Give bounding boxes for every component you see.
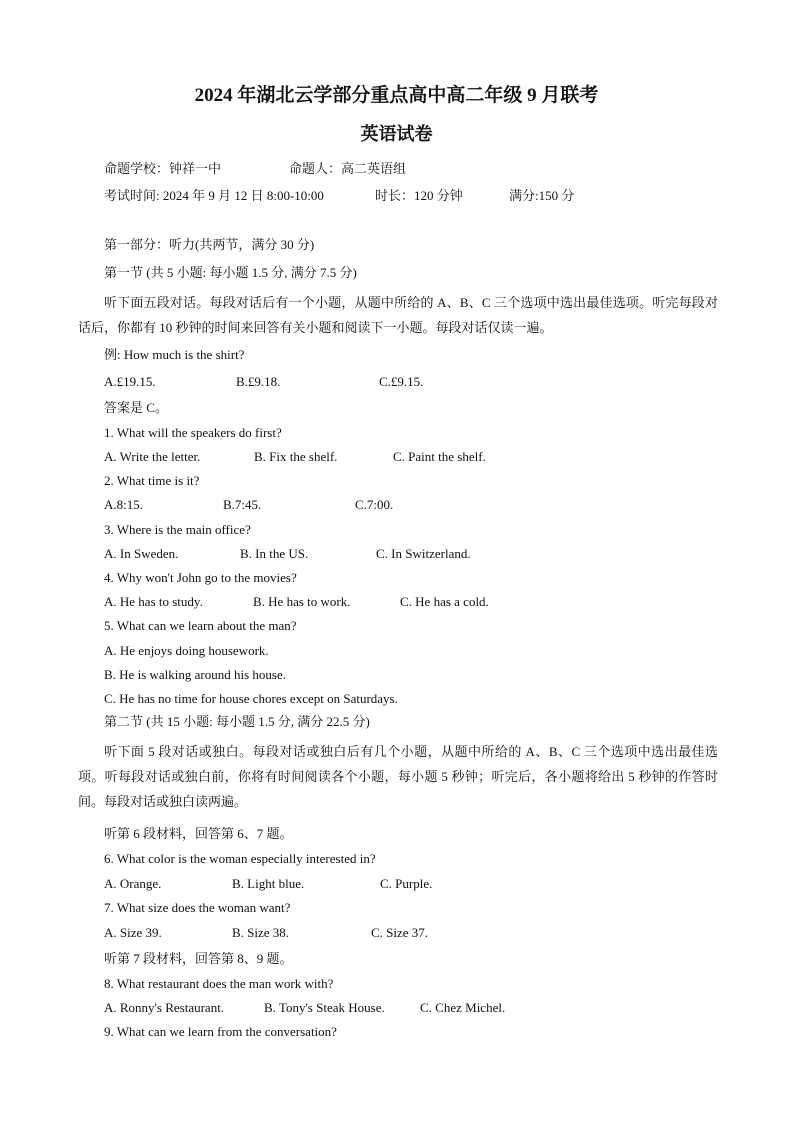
question-8-option-a: A. Ronny's Restaurant. [104,1000,225,1015]
question-4: 4. Why won't John go to the movies? [104,570,297,585]
question-1-option-a: A. Write the letter. [104,449,201,464]
material-6-heading: 听第 6 段材料，回答第 6、7 题。 [104,826,293,841]
question-6-option-b: B. Light blue. [232,876,305,891]
question-9: 9. What can we learn from the conversation? [104,1024,337,1039]
section2-heading: 第二节 (共 15 小题: 每小题 1.5 分, 满分 22.5 分) [104,714,370,729]
material-7-heading: 听第 7 段材料，回答第 8、9 题。 [104,951,293,966]
question-7: 7. What size does the woman want? [104,900,291,915]
example-option-a: A.£19.15. [104,374,156,389]
info-school: 命题学校：钟祥一中 [104,161,222,176]
question-4-option-c: C. He has a cold. [400,594,489,609]
info-time: 考试时间: 2024 年 9 月 12 日 8:00-10:00 [104,188,324,203]
example-option-b: B.£9.18. [236,374,281,389]
section1-heading: 第一节 (共 5 小题: 每小题 1.5 分, 满分 7.5 分) [104,265,357,280]
info-author: 命题人：高二英语组 [289,161,407,176]
section2-instructions: 听下面 5 段对话或独白。每段对话或独白后有几个小题，从题中所给的 A、B、C 三个选项中选出最佳选项。听每段对话或独白前，你将有时间阅读各个小题，每小题 5 秒钟；听完后，各小题将给出 5 秒钟的作答时间。每段对话或独白读两遍。 [78,744,718,809]
question-7-option-a: A. Size 39. [104,925,162,940]
question-8-option-c: C. Chez Michel. [420,1000,506,1015]
question-4-option-a: A. He has to study. [104,594,203,609]
question-5-option-a: A. He enjoys doing housework. [104,643,269,658]
question-2: 2. What time is it? [104,473,200,488]
question-3-option-c: C. In Switzerland. [376,546,471,561]
question-5-option-b: B. He is walking around his house. [104,667,286,682]
section1-instructions: 听下面五段对话。每段对话后有一个小题，从题中所给的 A、B、C 三个选项中选出最佳选项。听完每段对话后，你都有 10 秒钟的时间来回答有关小题和阅读下一小题。每段对话仅读一遍。 [78,295,718,335]
question-8: 8. What restaurant does the man work with? [104,976,334,991]
question-8-option-b: B. Tony's Steak House. [264,1000,385,1015]
question-6-option-c: C. Purple. [380,876,433,891]
question-6-option-a: A. Orange. [104,876,162,891]
question-1-option-c: C. Paint the shelf. [393,449,486,464]
question-5: 5. What can we learn about the man? [104,618,297,633]
question-3: 3. Where is the main office? [104,522,251,537]
example-option-c: C.£9.15. [379,374,424,389]
question-2-option-b: B.7:45. [223,497,262,512]
question-1-option-b: B. Fix the shelf. [254,449,338,464]
question-5-option-c: C. He has no time for house chores except on Saturdays. [104,691,398,706]
example-question: 例: How much is the shirt? [104,347,245,362]
question-7-option-c: C. Size 37. [371,925,429,940]
page-subtitle: 英语试卷 [360,124,433,144]
part1-heading: 第一部分：听力(共两节，满分 30 分) [104,237,315,252]
question-3-option-a: A. In Sweden. [104,546,179,561]
question-6: 6. What color is the woman especially interested in? [104,851,376,866]
example-answer: 答案是 C。 [104,400,168,415]
question-1: 1. What will the speakers do first? [104,425,282,440]
question-4-option-b: B. He has to work. [253,594,351,609]
question-3-option-b: B. In the US. [240,546,309,561]
info-score: 满分:150 分 [509,188,575,203]
question-7-option-b: B. Size 38. [232,925,290,940]
page-title: 2024 年湖北云学部分重点高中高二年级 9 月联考 [194,85,599,106]
info-duration: 时长：120 分钟 [375,188,463,203]
question-2-option-a: A.8:15. [104,497,143,512]
question-2-option-c: C.7:00. [355,497,394,512]
